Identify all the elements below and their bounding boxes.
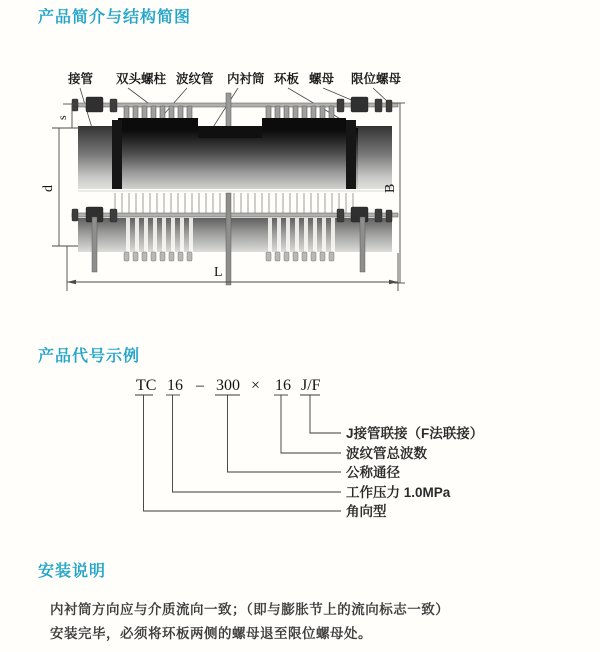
upper-body: [78, 118, 392, 190]
label-nut: 螺母: [309, 72, 335, 86]
code-dn: 300: [216, 377, 240, 394]
product-code-figure: [100, 372, 500, 524]
callout-joint: J接管联接（F法联接）: [346, 426, 484, 441]
dim-s-label: s: [55, 115, 69, 120]
section-title-code: 产品代号示例: [38, 348, 141, 365]
code-pressure: 16: [167, 377, 183, 394]
dim-B-label: B: [383, 183, 398, 193]
install-note-line1: 内衬筒方向应与介质流向一致；（即与膨胀节上的流向标志一致）: [50, 602, 450, 617]
code-joint: J/F: [301, 377, 321, 394]
callout-waves: 波纹管总波数: [346, 446, 427, 461]
section-title-install: 安装说明: [38, 563, 107, 580]
lower-body: [78, 193, 392, 261]
code-times: ×: [251, 377, 261, 394]
callout-type: 角向型: [346, 504, 387, 519]
code-callout-lines: [144, 395, 342, 511]
callout-dn: 公称通径: [346, 465, 400, 480]
code-type: TC: [136, 377, 157, 394]
dimension-L: [67, 246, 398, 291]
label-double-stud: 双头螺柱: [116, 72, 167, 86]
code-waves: 16: [275, 377, 291, 394]
dim-L-label: L: [214, 265, 223, 280]
label-connecting-pipe: 接管: [68, 72, 94, 86]
label-inner-liner: 内衬筒: [227, 72, 265, 86]
callout-pressure: 工作压力 1.0MPa: [346, 485, 451, 500]
install-note-line2: 安装完毕，必须将环板两侧的螺母退至限位螺母处。: [50, 626, 372, 641]
label-limit-nut: 限位螺母: [351, 72, 402, 86]
label-bellows: 波纹管: [176, 72, 214, 86]
label-ring-plate: 环板: [274, 72, 300, 86]
code-dash: –: [196, 377, 204, 394]
dimension-d: [41, 128, 78, 246]
structure-diagram: [40, 60, 460, 312]
section-title-intro: 产品简介与结构简图: [38, 9, 192, 26]
dim-d-label: d: [41, 185, 56, 192]
